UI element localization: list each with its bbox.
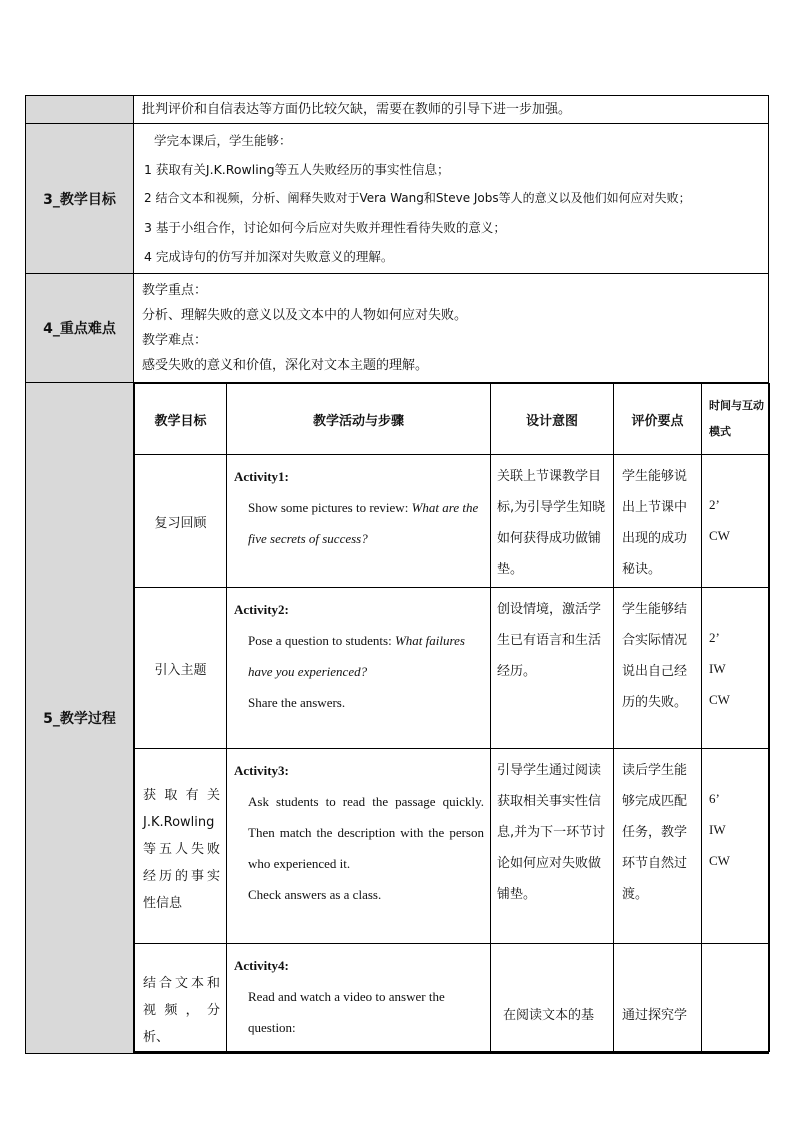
row2-eval-cell (614, 588, 702, 749)
row2-design: 创设情境，激活学生已有语言和生活经历。 (497, 602, 602, 679)
row1-activity-title: Activity1: (234, 469, 289, 484)
table-row (135, 944, 770, 1052)
row4-time-cell (702, 944, 770, 1052)
table-row (135, 749, 770, 944)
row3-activity (227, 749, 490, 914)
process-cell (134, 383, 769, 1054)
row4-activity-text: Read and watch a video to answer the question: (248, 989, 445, 1035)
row4-objective-cell (135, 944, 227, 1052)
header-objective: 教学目标 (135, 384, 227, 455)
difficulty-text: 感受失败的意义和价值，深化对文本主题的理解。 (142, 358, 429, 373)
goal-item-2: 2 结合文本和视频，分析、阐释失败对于Vera Wang和Steve Jobs等人的意义以及他们如何应对失败； (144, 191, 691, 205)
row3-objective: 获取有关J.K.Rowling等五人失败经历的事实性信息 (143, 787, 220, 911)
intro-cell (134, 96, 769, 124)
row3-activity-text: Ask students to read the passage quickly. Then match the description with the person who experienced it. (248, 794, 484, 871)
header-activity: 教学活动与步骤 (227, 384, 491, 455)
row2-activity-cell (227, 588, 491, 749)
header-time-text: 时间与互动模式 (709, 399, 764, 438)
blank-label-cell (26, 96, 134, 124)
row2-activity-text2: Share the answers. (248, 695, 346, 710)
row1-time-value: 2’ (709, 497, 720, 512)
focus-title: 教学重点： (142, 283, 208, 298)
row3-activity-text2: Check answers as a class. (248, 887, 382, 902)
header-design: 设计意图 (491, 384, 614, 455)
table-row (135, 455, 770, 588)
row2-design-cell (491, 588, 614, 749)
row4-activity (227, 944, 490, 1047)
row3-mode-2: CW (709, 853, 730, 868)
row3-time-value: 6’ (709, 791, 720, 806)
row2-activity-body (234, 625, 484, 687)
row1-design-cell (491, 455, 614, 588)
row1-activity (227, 455, 490, 558)
intro-text: 批判评价和自信表达等方面仍比较欠缺，需要在教师的引导下进一步加强。 (142, 102, 572, 117)
goal-item-4: 4 完成诗句的仿写并加深对失败意义的理解。 (144, 249, 394, 264)
process-table (134, 383, 770, 1052)
row3-objective-cell (135, 749, 227, 944)
row1-mode-1: CW (709, 528, 730, 543)
header-evaluation: 评价要点 (614, 384, 702, 455)
difficulty-title: 教学难点： (142, 333, 208, 348)
row2-time (702, 588, 769, 715)
goals-list (134, 124, 768, 273)
row3-design: 引导学生通过阅读获取相关事实性信息,并为下一环节讨论如何应对失败做铺垫。 (497, 763, 606, 902)
process-label: 5_教学过程 (26, 383, 134, 1054)
row2-activity (227, 588, 490, 722)
row1-activity-body (234, 492, 484, 554)
lesson-plan-page (25, 95, 768, 1054)
row1-objective: 复习回顾 (135, 455, 227, 588)
row2-mode-1: IW (709, 661, 726, 676)
table-row (135, 588, 770, 749)
process-header-row (135, 384, 770, 455)
row2-activity-question: What failures have you experienced? (248, 633, 465, 679)
row1-time (702, 455, 769, 551)
row3-activity-cell (227, 749, 491, 944)
row1-design: 关联上节课教学目标,为引导学生知晓如何获得成功做铺垫。 (497, 469, 606, 577)
goals-cell (134, 124, 769, 274)
row4-activity-title: Activity4: (234, 958, 289, 973)
lesson-plan-table (25, 95, 769, 1054)
row4-evaluation: 通过探究学 (622, 1008, 688, 1023)
row1-activity-question: What are the five secrets of success? (248, 500, 479, 546)
row3-activity-title: Activity3: (234, 763, 289, 778)
row3-time (702, 749, 769, 876)
keypoints-block (134, 274, 768, 382)
row3-design-cell (491, 749, 614, 944)
row4-eval-cell (614, 944, 702, 1052)
row3-eval-cell (614, 749, 702, 944)
row1-activity-text: Show some pictures to review: (248, 500, 412, 515)
focus-text: 分析、理解失败的意义以及文本中的人物如何应对失败。 (142, 308, 468, 323)
row2-time-cell (702, 588, 770, 749)
goal-item-1: 1 获取有关J.K.Rowling等五人失败经历的事实性信息； (144, 162, 450, 177)
row1-time-cell (702, 455, 770, 588)
row2-activity-text: Pose a question to students: (248, 633, 395, 648)
row1-activity-cell (227, 455, 491, 588)
row1-evaluation: 学生能够说出上节课中出现的成功秘诀。 (622, 469, 688, 577)
row4-activity-cell (227, 944, 491, 1052)
row2-time-value: 2’ (709, 630, 720, 645)
goal-item-3: 3 基于小组合作，讨论如何今后应对失败并理性看待失败的意义； (144, 220, 506, 235)
row2-evaluation: 学生能够结合实际情况说出自己经历的失败。 (622, 602, 688, 710)
row3-mode-1: IW (709, 822, 726, 837)
row3-evaluation: 读后学生能够完成匹配任务，教学环节自然过渡。 (622, 763, 688, 902)
row2-activity-title: Activity2: (234, 602, 289, 617)
row2-mode-2: CW (709, 692, 730, 707)
goals-label: 3_教学目标 (26, 124, 134, 274)
goals-lead: 学完本课后，学生能够： (154, 133, 292, 148)
row1-eval-cell (614, 455, 702, 588)
header-time (702, 384, 770, 455)
row4-design-cell (491, 944, 614, 1052)
row4-objective: 结合文本和视频，分析、 (143, 976, 220, 1045)
keypoints-cell (134, 274, 769, 383)
row2-objective: 引入主题 (135, 588, 227, 749)
keypoints-label: 4_重点难点 (26, 274, 134, 383)
row3-time-cell (702, 749, 770, 944)
row4-design: 在阅读文本的基 (503, 1008, 595, 1023)
